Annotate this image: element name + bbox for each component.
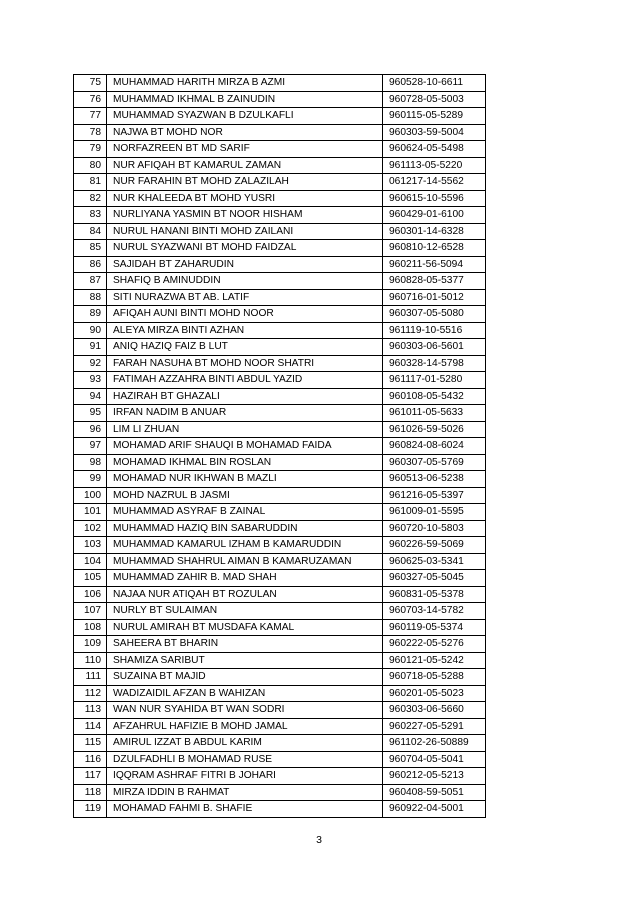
ic-number: 961102-26-50889 bbox=[383, 735, 486, 752]
ic-number: 960108-05-5432 bbox=[383, 388, 486, 405]
ic-number: 960810-12-6528 bbox=[383, 240, 486, 257]
student-name: MUHAMMAD ASYRAF B ZAINAL bbox=[107, 504, 383, 521]
row-number: 75 bbox=[74, 75, 107, 92]
ic-number: 960201-05-5023 bbox=[383, 685, 486, 702]
table-row bbox=[74, 702, 486, 719]
table-row bbox=[74, 157, 486, 174]
table-row bbox=[74, 355, 486, 372]
row-number: 119 bbox=[74, 801, 107, 818]
ic-number: 960831-05-5378 bbox=[383, 586, 486, 603]
student-name: SAHEERA BT BHARIN bbox=[107, 636, 383, 653]
student-name: NUR FARAHIN BT MOHD ZALAZILAH bbox=[107, 174, 383, 191]
table-row bbox=[74, 256, 486, 273]
row-number: 101 bbox=[74, 504, 107, 521]
row-number: 80 bbox=[74, 157, 107, 174]
student-name: NURLIYANA YASMIN BT NOOR HISHAM bbox=[107, 207, 383, 224]
row-number: 115 bbox=[74, 735, 107, 752]
table-row bbox=[74, 306, 486, 323]
ic-number: 960513-06-5238 bbox=[383, 471, 486, 488]
table-row bbox=[74, 669, 486, 686]
table-row bbox=[74, 636, 486, 653]
student-name: MOHD NAZRUL B JASMI bbox=[107, 487, 383, 504]
student-list-table bbox=[73, 74, 486, 818]
row-number: 112 bbox=[74, 685, 107, 702]
student-name: ANIQ HAZIQ FAIZ B LUT bbox=[107, 339, 383, 356]
ic-number: 960227-05-5291 bbox=[383, 718, 486, 735]
ic-number: 960429-01-6100 bbox=[383, 207, 486, 224]
row-number: 110 bbox=[74, 652, 107, 669]
row-number: 113 bbox=[74, 702, 107, 719]
table-row bbox=[74, 174, 486, 191]
row-number: 82 bbox=[74, 190, 107, 207]
row-number: 94 bbox=[74, 388, 107, 405]
ic-number: 960121-05-5242 bbox=[383, 652, 486, 669]
table-row bbox=[74, 388, 486, 405]
student-name: SHAFIQ B AMINUDDIN bbox=[107, 273, 383, 290]
row-number: 104 bbox=[74, 553, 107, 570]
table-row bbox=[74, 603, 486, 620]
ic-number: 960307-05-5080 bbox=[383, 306, 486, 323]
student-name: MOHAMAD FAHMI B. SHAFIE bbox=[107, 801, 383, 818]
row-number: 78 bbox=[74, 124, 107, 141]
ic-number: 961113-05-5220 bbox=[383, 157, 486, 174]
student-name: NURLY BT SULAIMAN bbox=[107, 603, 383, 620]
ic-number: 960328-14-5798 bbox=[383, 355, 486, 372]
ic-number: 960704-05-5041 bbox=[383, 751, 486, 768]
ic-number: 960212-05-5213 bbox=[383, 768, 486, 785]
table-row bbox=[74, 768, 486, 785]
table-row bbox=[74, 471, 486, 488]
student-name: MUHAMMAD HAZIQ BIN SABARUDDIN bbox=[107, 520, 383, 537]
row-number: 77 bbox=[74, 108, 107, 125]
table-row bbox=[74, 75, 486, 92]
ic-number: 960408-59-5051 bbox=[383, 784, 486, 801]
student-list-body bbox=[74, 75, 486, 818]
table-row bbox=[74, 124, 486, 141]
row-number: 90 bbox=[74, 322, 107, 339]
table-row bbox=[74, 322, 486, 339]
ic-number: 960828-05-5377 bbox=[383, 273, 486, 290]
ic-number: 960115-05-5289 bbox=[383, 108, 486, 125]
row-number: 111 bbox=[74, 669, 107, 686]
student-name: SITI NURAZWA BT AB. LATIF bbox=[107, 289, 383, 306]
student-name: NURUL AMIRAH BT MUSDAFA KAMAL bbox=[107, 619, 383, 636]
student-name: NAJAA NUR ATIQAH BT ROZULAN bbox=[107, 586, 383, 603]
ic-number: 960922-04-5001 bbox=[383, 801, 486, 818]
row-number: 79 bbox=[74, 141, 107, 158]
row-number: 93 bbox=[74, 372, 107, 389]
student-name: SHAMIZA SARIBUT bbox=[107, 652, 383, 669]
ic-number: 960226-59-5069 bbox=[383, 537, 486, 554]
ic-number: 960824-08-6024 bbox=[383, 438, 486, 455]
ic-number: 960327-05-5045 bbox=[383, 570, 486, 587]
student-name: AFZAHRUL HAFIZIE B MOHD JAMAL bbox=[107, 718, 383, 735]
student-name: MOHAMAD ARIF SHAUQI B MOHAMAD FAIDA bbox=[107, 438, 383, 455]
row-number: 89 bbox=[74, 306, 107, 323]
student-name: NORFAZREEN BT MD SARIF bbox=[107, 141, 383, 158]
student-name: HAZIRAH BT GHAZALI bbox=[107, 388, 383, 405]
table-row bbox=[74, 240, 486, 257]
table-row bbox=[74, 438, 486, 455]
row-number: 86 bbox=[74, 256, 107, 273]
row-number: 109 bbox=[74, 636, 107, 653]
student-name: ALEYA MIRZA BINTI AZHAN bbox=[107, 322, 383, 339]
row-number: 98 bbox=[74, 454, 107, 471]
ic-number: 960615-10-5596 bbox=[383, 190, 486, 207]
ic-number: 960211-56-5094 bbox=[383, 256, 486, 273]
table-row bbox=[74, 553, 486, 570]
row-number: 108 bbox=[74, 619, 107, 636]
ic-number: 961009-01-5595 bbox=[383, 504, 486, 521]
table-row bbox=[74, 339, 486, 356]
ic-number: 061217-14-5562 bbox=[383, 174, 486, 191]
student-name: MUHAMMAD SYAZWAN B DZULKAFLI bbox=[107, 108, 383, 125]
student-name: MUHAMMAD ZAHIR B. MAD SHAH bbox=[107, 570, 383, 587]
row-number: 106 bbox=[74, 586, 107, 603]
row-number: 114 bbox=[74, 718, 107, 735]
student-name: LIM LI ZHUAN bbox=[107, 421, 383, 438]
table-row bbox=[74, 784, 486, 801]
student-name: AMIRUL IZZAT B ABDUL KARIM bbox=[107, 735, 383, 752]
table-row bbox=[74, 91, 486, 108]
student-name: SAJIDAH BT ZAHARUDIN bbox=[107, 256, 383, 273]
student-name: NUR AFIQAH BT KAMARUL ZAMAN bbox=[107, 157, 383, 174]
table-row bbox=[74, 801, 486, 818]
table-row bbox=[74, 405, 486, 422]
row-number: 88 bbox=[74, 289, 107, 306]
row-number: 96 bbox=[74, 421, 107, 438]
row-number: 81 bbox=[74, 174, 107, 191]
ic-number: 961117-01-5280 bbox=[383, 372, 486, 389]
ic-number: 960301-14-6328 bbox=[383, 223, 486, 240]
table-row bbox=[74, 273, 486, 290]
row-number: 117 bbox=[74, 768, 107, 785]
row-number: 97 bbox=[74, 438, 107, 455]
table-row bbox=[74, 108, 486, 125]
row-number: 100 bbox=[74, 487, 107, 504]
table-row bbox=[74, 487, 486, 504]
row-number: 105 bbox=[74, 570, 107, 587]
row-number: 92 bbox=[74, 355, 107, 372]
row-number: 103 bbox=[74, 537, 107, 554]
student-name: MIRZA IDDIN B RAHMAT bbox=[107, 784, 383, 801]
row-number: 91 bbox=[74, 339, 107, 356]
table-row bbox=[74, 190, 486, 207]
student-name: NAJWA BT MOHD NOR bbox=[107, 124, 383, 141]
ic-number: 960303-06-5601 bbox=[383, 339, 486, 356]
student-name: FATIMAH AZZAHRA BINTI ABDUL YAZID bbox=[107, 372, 383, 389]
student-name: NURUL HANANI BINTI MOHD ZAILANI bbox=[107, 223, 383, 240]
table-row bbox=[74, 141, 486, 158]
table-row bbox=[74, 619, 486, 636]
table-row bbox=[74, 223, 486, 240]
student-name: MUHAMMAD SHAHRUL AIMAN B KAMARUZAMAN bbox=[107, 553, 383, 570]
student-name: MUHAMMAD HARITH MIRZA B AZMI bbox=[107, 75, 383, 92]
student-name: WADIZAIDIL AFZAN B WAHIZAN bbox=[107, 685, 383, 702]
ic-number: 960728-05-5003 bbox=[383, 91, 486, 108]
row-number: 107 bbox=[74, 603, 107, 620]
table-row bbox=[74, 421, 486, 438]
table-row bbox=[74, 751, 486, 768]
ic-number: 960703-14-5782 bbox=[383, 603, 486, 620]
table-row bbox=[74, 570, 486, 587]
row-number: 83 bbox=[74, 207, 107, 224]
row-number: 99 bbox=[74, 471, 107, 488]
row-number: 95 bbox=[74, 405, 107, 422]
ic-number: 961026-59-5026 bbox=[383, 421, 486, 438]
table-row bbox=[74, 372, 486, 389]
ic-number: 961119-10-5516 bbox=[383, 322, 486, 339]
table-row bbox=[74, 520, 486, 537]
ic-number: 960528-10-6611 bbox=[383, 75, 486, 92]
student-name: MOHAMAD NUR IKHWAN B MAZLI bbox=[107, 471, 383, 488]
student-name: MUHAMMAD KAMARUL IZHAM B KAMARUDDIN bbox=[107, 537, 383, 554]
student-name: NURUL SYAZWANI BT MOHD FAIDZAL bbox=[107, 240, 383, 257]
ic-number: 960303-06-5660 bbox=[383, 702, 486, 719]
row-number: 102 bbox=[74, 520, 107, 537]
table-row bbox=[74, 586, 486, 603]
student-name: NUR KHALEEDA BT MOHD YUSRI bbox=[107, 190, 383, 207]
ic-number: 960222-05-5276 bbox=[383, 636, 486, 653]
student-name: MOHAMAD IKHMAL BIN ROSLAN bbox=[107, 454, 383, 471]
student-name: MUHAMMAD IKHMAL B ZAINUDIN bbox=[107, 91, 383, 108]
row-number: 87 bbox=[74, 273, 107, 290]
row-number: 76 bbox=[74, 91, 107, 108]
table-row bbox=[74, 735, 486, 752]
student-name: AFIQAH AUNI BINTI MOHD NOOR bbox=[107, 306, 383, 323]
ic-number: 961216-05-5397 bbox=[383, 487, 486, 504]
table-row bbox=[74, 207, 486, 224]
student-name: FARAH NASUHA BT MOHD NOOR SHATRI bbox=[107, 355, 383, 372]
row-number: 116 bbox=[74, 751, 107, 768]
student-name: IRFAN NADIM B ANUAR bbox=[107, 405, 383, 422]
student-name: WAN NUR SYAHIDA BT WAN SODRI bbox=[107, 702, 383, 719]
student-name: IQQRAM ASHRAF FITRI B JOHARI bbox=[107, 768, 383, 785]
ic-number: 960303-59-5004 bbox=[383, 124, 486, 141]
table-row bbox=[74, 504, 486, 521]
row-number: 118 bbox=[74, 784, 107, 801]
row-number: 84 bbox=[74, 223, 107, 240]
table-row bbox=[74, 289, 486, 306]
table-row bbox=[74, 718, 486, 735]
ic-number: 960718-05-5288 bbox=[383, 669, 486, 686]
student-name: DZULFADHLI B MOHAMAD RUSE bbox=[107, 751, 383, 768]
ic-number: 961011-05-5633 bbox=[383, 405, 486, 422]
ic-number: 960624-05-5498 bbox=[383, 141, 486, 158]
ic-number: 960625-03-5341 bbox=[383, 553, 486, 570]
ic-number: 960307-05-5769 bbox=[383, 454, 486, 471]
table-row bbox=[74, 685, 486, 702]
ic-number: 960720-10-5803 bbox=[383, 520, 486, 537]
table-row bbox=[74, 537, 486, 554]
row-number: 85 bbox=[74, 240, 107, 257]
student-name: SUZAINA BT MAJID bbox=[107, 669, 383, 686]
page-number: 3 bbox=[316, 834, 322, 846]
table-row bbox=[74, 652, 486, 669]
ic-number: 960119-05-5374 bbox=[383, 619, 486, 636]
table-row bbox=[74, 454, 486, 471]
ic-number: 960716-01-5012 bbox=[383, 289, 486, 306]
